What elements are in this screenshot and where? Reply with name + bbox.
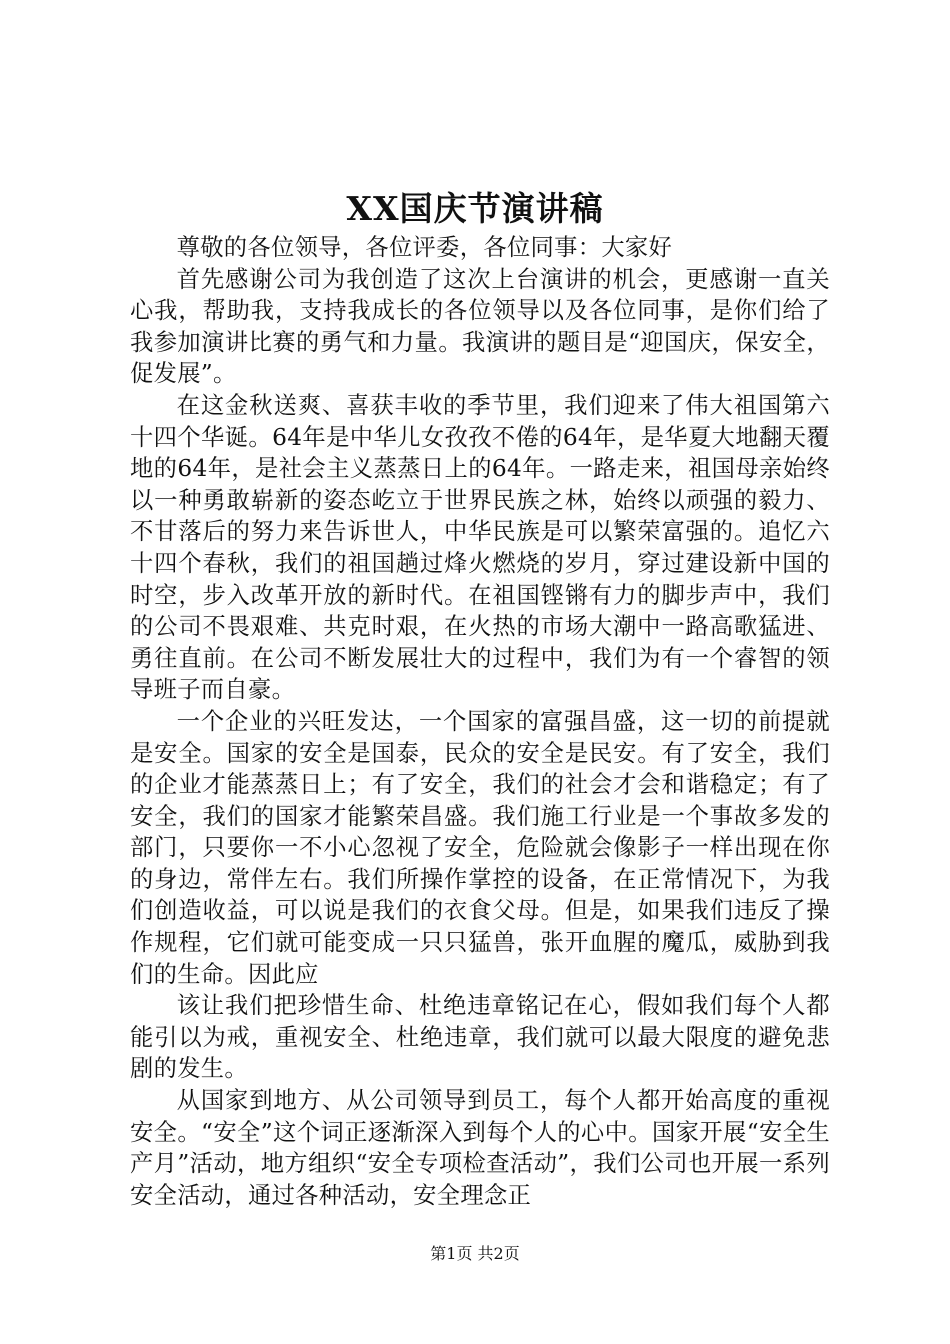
document-title: XX国庆节演讲稿: [346, 189, 604, 228]
paragraph-greeting: 尊敬的各位领导，各位评委，各位同事：大家好: [176, 234, 673, 261]
paragraph-national-day: 在这金秋送爽、喜获丰收的季节里，我们迎来了伟大祖国第六十四个华诞。64年是中华儿女孜孜不倦的64年，是华夏大地翻天覆地的64年，是社会主义蒸蒸日上的64年。一路走来，祖国母亲始终以一种勇敢崭新的姿态屹立于世界民族之林，始终以顽强的毅力、不甘落后的努力来告诉世人，中华民族是可以繁荣富强的。追忆六十四个春秋，我们的祖国趟过烽火燃烧的岁月，穿过建设新中国的时空，步入改革开放的新时代。在祖国铿锵有力的脚步声中，我们的公司不畏艰难、共克时艰，在火热的市场大潮中一路高歌猛进、勇往直前。在公司不断发展壮大的过程中，我们为有一个睿智的领导班子而自豪。: [130, 391, 830, 704]
paragraph-intro: 首先感谢公司为我创造了这次上台演讲的机会，更感谢一直关心我，帮助我，支持我成长的各位领导以及各位同事，是你们给了我参加演讲比赛的勇气和力量。我演讲的题目是“迎国庆，保安全，促发展”。: [130, 265, 830, 388]
document-body: [130, 232, 830, 1211]
paragraph-cherish-life: 该让我们把珍惜生命、杜绝违章铭记在心，假如我们每个人都能引以为戒，重视安全、杜绝违章，我们就可以最大限度的避免悲剧的发生。: [130, 992, 830, 1083]
paragraph-safety-importance: 一个企业的兴旺发达，一个国家的富强昌盛，这一切的前提就是安全。国家的安全是国泰，民众的安全是民安。有了安全，我们的企业才能蒸蒸日上；有了安全，我们的社会才会和谐稳定；有了安全，我们的国家才能繁荣昌盛。我们施工行业是一个事故多发的部门，只要你一不小心忽视了安全，危险就会像影子一样出现在你的身边，常伴左右。我们所操作掌控的设备，在正常情况下，为我们创造收益，可以说是我们的衣食父母。但是，如果我们违反了操作规程，它们就可能变成一只只猛兽，张开血腥的魔瓜，威胁到我们的生命。因此应: [130, 707, 830, 988]
page-footer: 第1页 共2页: [430, 1244, 520, 1263]
paragraph-safety-activities: 从国家到地方、从公司领导到员工，每个人都开始高度的重视安全。“安全”这个词正逐渐深入到每个人的心中。国家开展“安全生产月”活动，地方组织“安全专项检查活动”，我们公司也开展一系列安全活动，通过各种活动，安全理念正: [130, 1087, 830, 1209]
